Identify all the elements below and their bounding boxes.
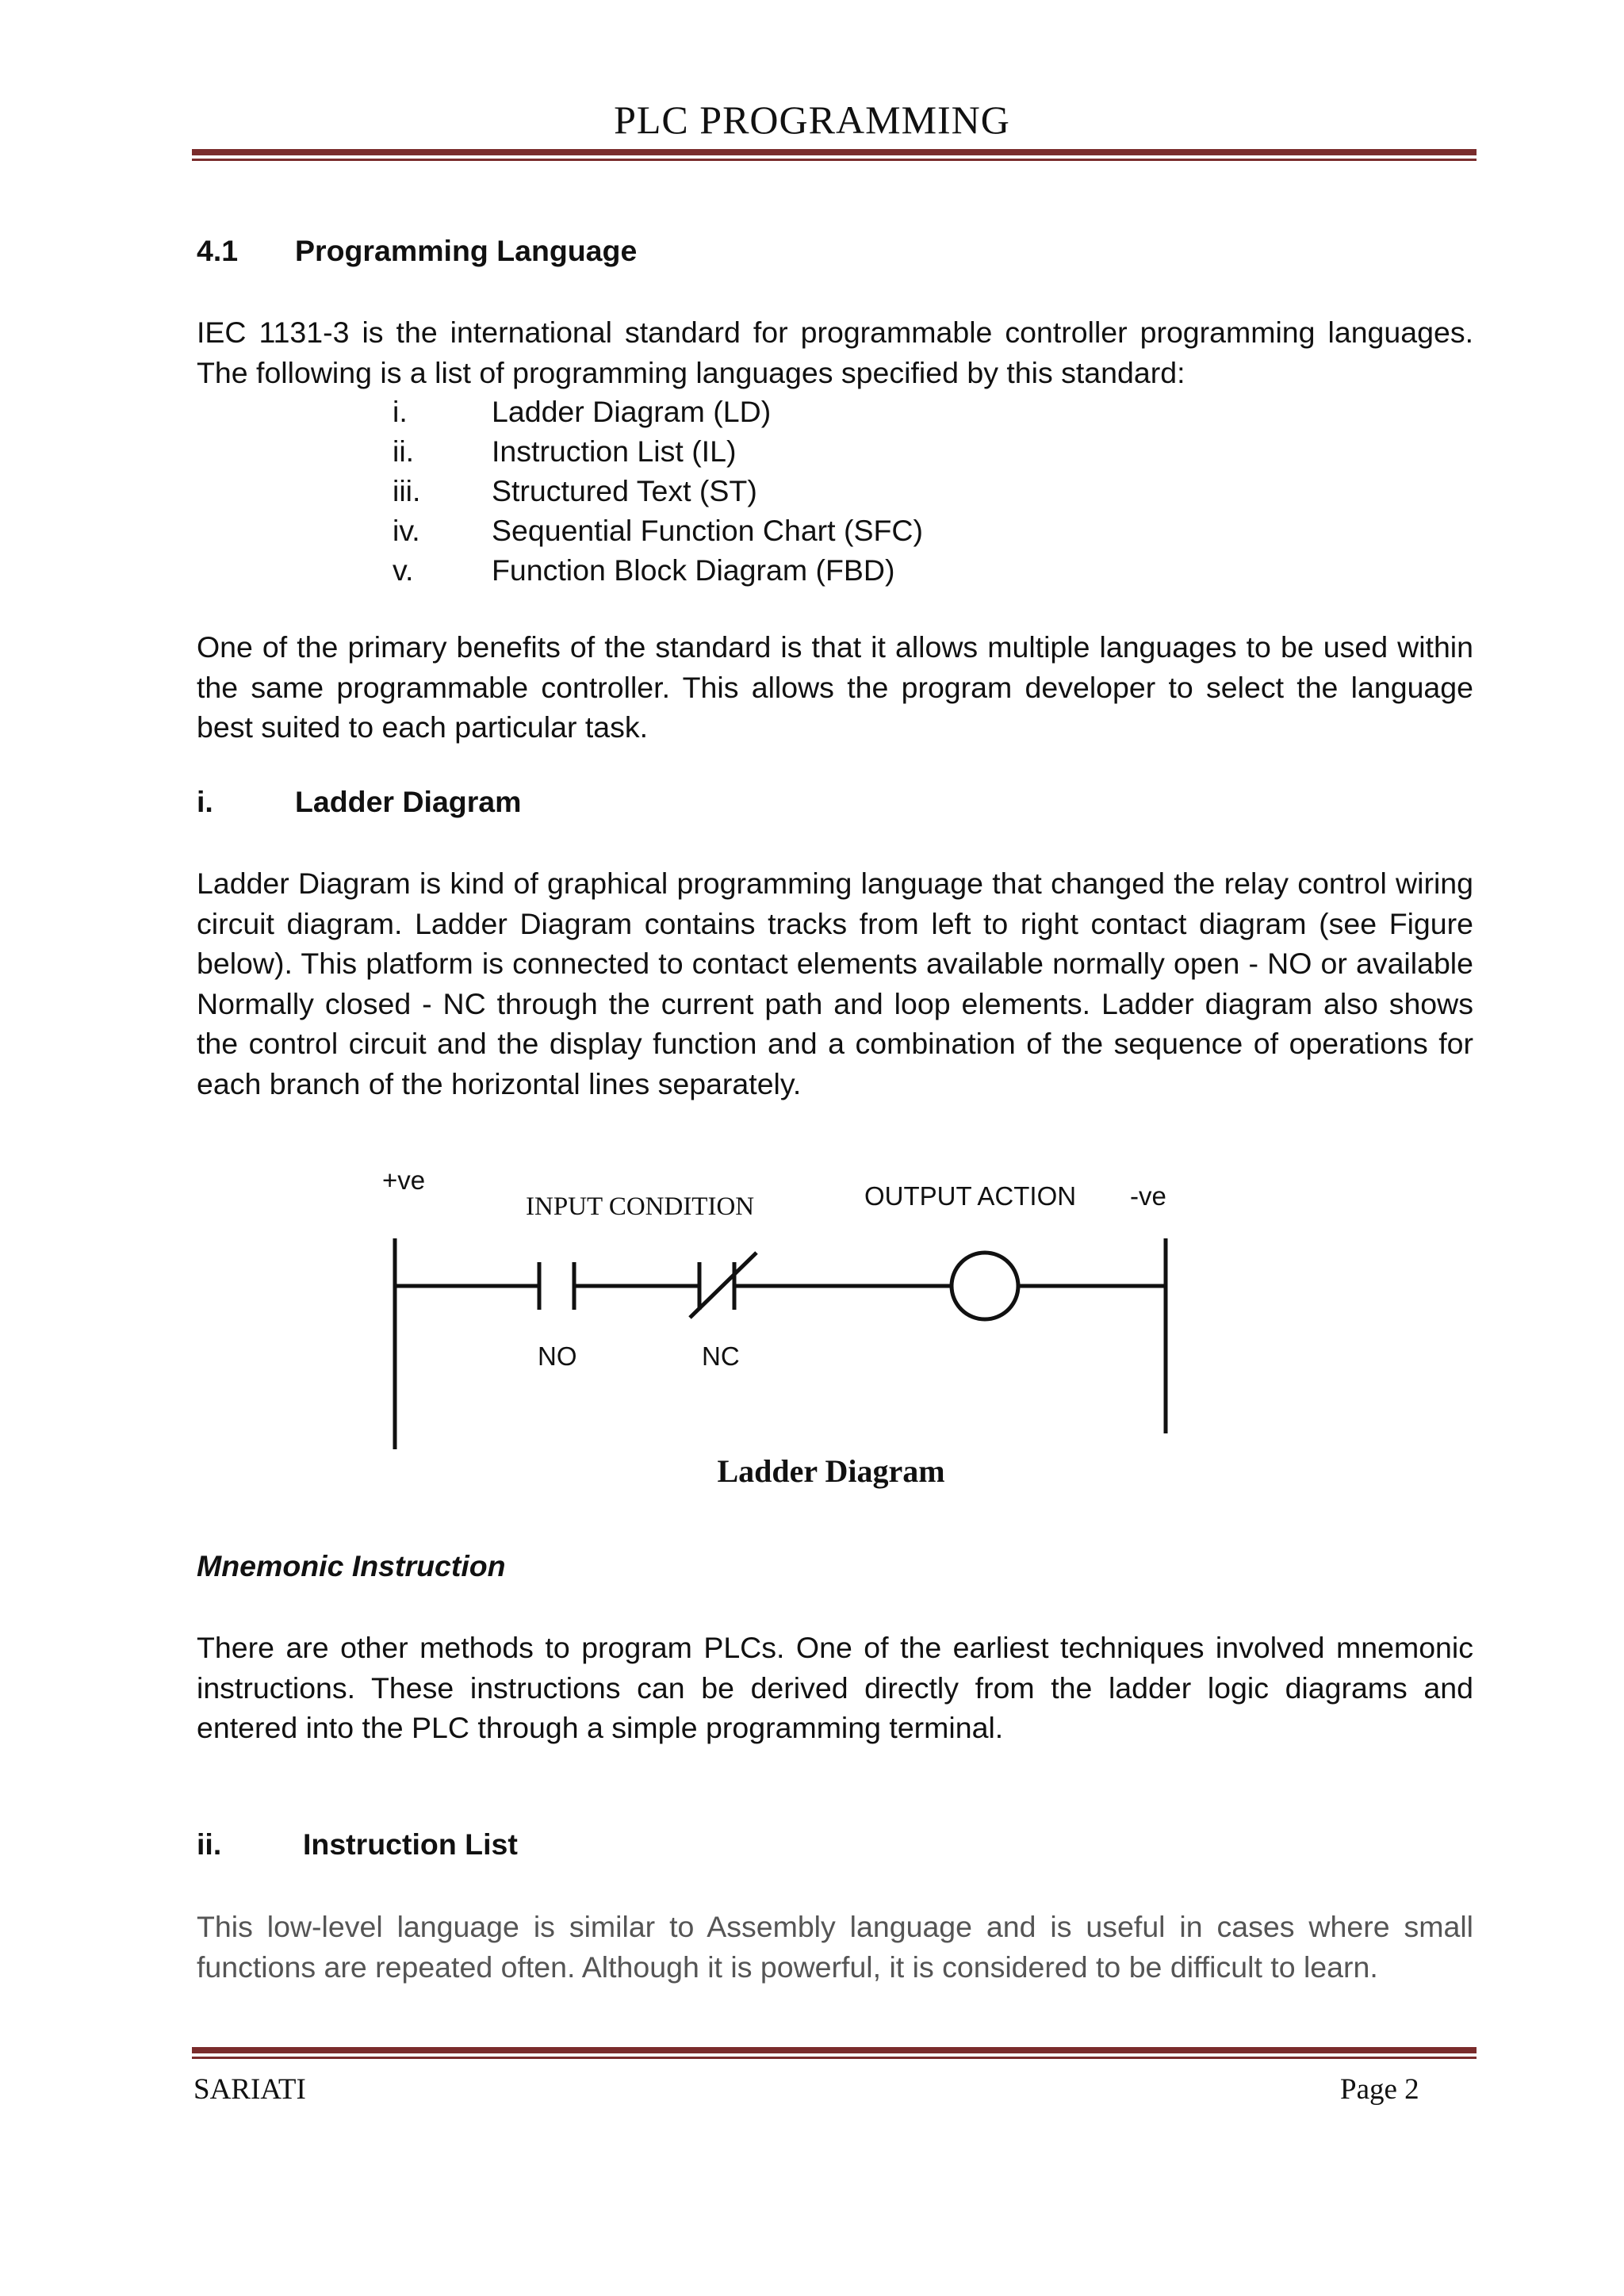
mnemonic-paragraph: There are other methods to program PLCs. One of the earliest techniques involved mnemonic instructions. These instructions can be derived directly from the ladder logic diagrams and entered into the PLC through a simple programming terminal.: [197, 1631, 1473, 1744]
figure-caption: Ladder Diagram: [717, 1453, 945, 1489]
output-action-label: OUTPUT ACTION: [864, 1181, 1077, 1211]
mnemonic-heading: Mnemonic Instruction: [197, 1549, 506, 1582]
list-item-number: v.: [393, 553, 414, 587]
list-item-text: Function Block Diagram (FBD): [492, 553, 895, 587]
ladder-diagram-figure: [373, 1158, 1213, 1490]
footer-rule-thin: [192, 2057, 1477, 2059]
list-item-text: Structured Text (ST): [492, 474, 757, 507]
positive-rail-label: +ve: [382, 1165, 426, 1195]
footer-page-number: Page 2: [1340, 2073, 1419, 2106]
list-item-text: Ladder Diagram (LD): [492, 395, 772, 428]
list-item-number: i.: [393, 395, 408, 428]
section-number: 4.1: [197, 234, 239, 267]
nc-contact-label: NC: [702, 1341, 740, 1371]
output-coil: [952, 1253, 1018, 1319]
list-item-number: ii.: [393, 434, 415, 468]
header-rule-thin: [192, 159, 1477, 161]
header-rule-thick: [192, 149, 1477, 155]
section-number: ii.: [197, 1827, 222, 1861]
section-title: Instruction List: [303, 1827, 518, 1861]
footer-author: SARIATI: [193, 2073, 306, 2106]
input-condition-label: INPUT CONDITION: [526, 1192, 755, 1221]
negative-rail-label: -ve: [1130, 1181, 1166, 1211]
list-item-number: iv.: [393, 514, 420, 547]
intro-paragraph: IEC 1131-3 is the international standard for programmable controller programming languages. The following is a list of programming languages specified by this standard:: [197, 316, 1473, 389]
footer-rule-thick: [192, 2047, 1477, 2053]
section-title: Programming Language: [295, 234, 638, 267]
page-header-title: PLC PROGRAMMING: [614, 98, 1010, 142]
language-list: [0, 392, 1624, 598]
list-item-text: Sequential Function Chart (SFC): [492, 514, 923, 547]
benefits-paragraph: One of the primary benefits of the standard is that it allows multiple languages to be used within the same programmable controller. This allows the program developer to select the language best suited to each particular task.: [197, 630, 1473, 744]
no-contact-label: NO: [538, 1341, 577, 1371]
instruction-list-paragraph: This low-level language is similar to Assembly language and is useful in cases where small functions are repeated often. Although it is powerful, it is considered to be difficult to learn.: [197, 1910, 1473, 1984]
section-title: Ladder Diagram: [295, 785, 522, 818]
list-item-text: Instruction List (IL): [492, 434, 737, 468]
section-number: i.: [197, 785, 213, 818]
ladder-paragraph: Ladder Diagram is kind of graphical programming language that changed the relay control wiring circuit diagram. Ladder Diagram contains tracks from left to right contact diagram (see Figure below). This platform is connected to contact elements available normally open - NO or available Normally closed - NC through the current path and loop elements. Ladder diagram also shows the control circuit and the display function and a combination of the sequence of operations for each branch of the horizontal lines separately.: [197, 867, 1473, 1100]
list-item-number: iii.: [393, 474, 421, 507]
